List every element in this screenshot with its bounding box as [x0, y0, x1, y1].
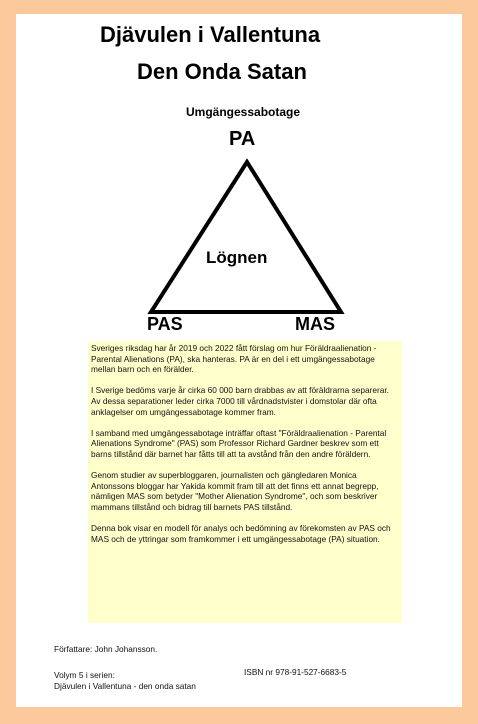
description-box [88, 341, 402, 623]
subtitle: Umgängessabotage [186, 105, 301, 119]
paragraph: I samband med umgängessabotage inträffar oftast "Föräldraalienation - Parental Alienations Syndrome" (PAS) som Professor Richard Gardner beskrev som ett barns tillstånd där barnet har fåtts till att ta avstånd från den andre föräldern. [91, 427, 387, 459]
triangle-shape [151, 162, 341, 312]
cover-inner [16, 14, 462, 707]
paragraph: Sveriges riksdag har år 2019 och 2022 fått förslag om hur Föräldraalienation - Parental Alienations (PA), ska hanteras. PA är en del i ett umgängessabotage mellan barn och en förälder. [91, 343, 377, 375]
diagram-label-pa: PA [229, 128, 256, 150]
paragraph: I Sverige bedöms varje år cirka 60 000 barn drabbas av att föräldrarna separerar. Av dessa separationer leder cirka 7000 till vårdnadstvister i domstolar där ofta anklagelser om umgängessabotage kommer fram. [91, 385, 389, 417]
diagram-label-mas: MAS [295, 314, 335, 334]
triangle-diagram [136, 124, 356, 324]
author-line: Författare: John Johansson. [54, 644, 158, 654]
series-name: Djävulen i Vallentuna - den onda satan [54, 681, 196, 691]
diagram-label-center: Lögnen [206, 248, 268, 267]
series-volume: Volym 5 i serien: [54, 670, 115, 680]
diagram-label-pas: PAS [147, 314, 183, 334]
paragraph: Genom studier av superbloggaren, journalisten och gängledaren Monica Antonssons bloggar har Yakida kommit fram till att det finns ett annat begrepp, nämligen MAS som betyder "Mother Alienation Syndrome", och som beskriver mammans tillstånd och bidrag till barnets PAS tillstånd. [91, 470, 379, 512]
title-line-2: Den Onda Satan [137, 59, 307, 84]
paragraph: Denna bok visar en modell för analys och bedömning av förekomsten av PAS och MAS och de yttringar som framkommer i ett umgängessabotage (PA) situation. [91, 523, 391, 544]
title-line-1: Djävulen i Vallentuna [100, 22, 321, 47]
isbn: ISBN nr 978-91-527-6683-5 [244, 667, 347, 677]
